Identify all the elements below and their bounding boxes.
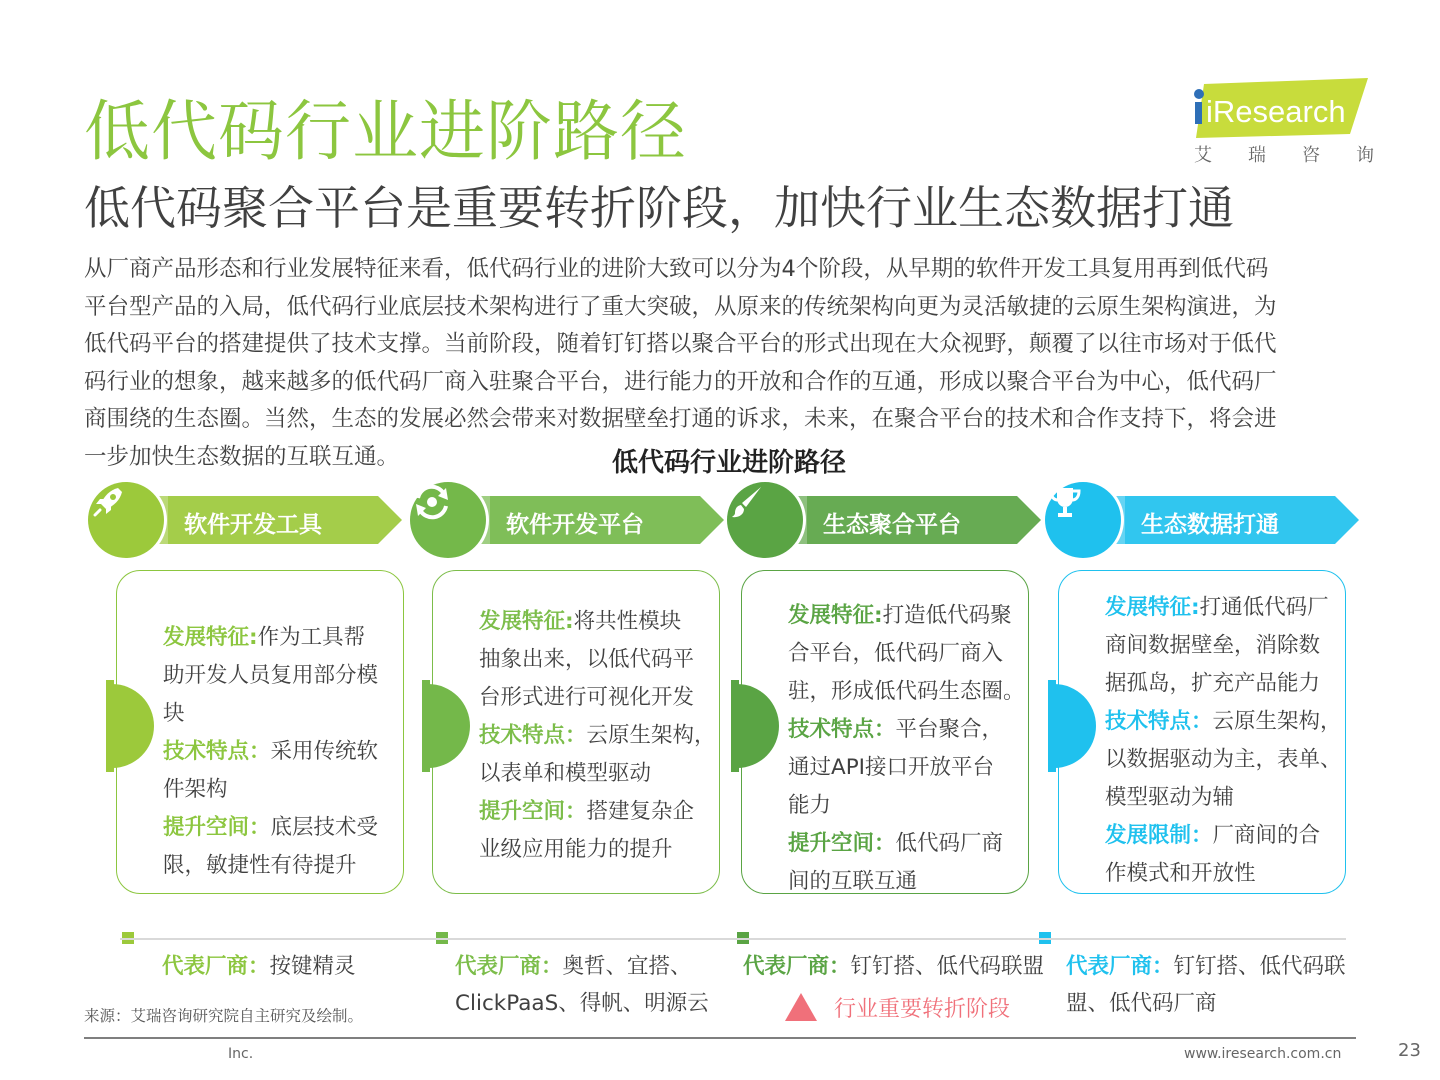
card-line bbox=[479, 755, 716, 793]
footer-divider bbox=[84, 1037, 1356, 1039]
stage-label: 生态数据打通 bbox=[1141, 512, 1279, 538]
card-line bbox=[788, 597, 1025, 635]
intro-line: 从厂商产品形态和行业发展特征来看，低代码行业的进阶大致可以分为4个阶段，从早期的软件开发工具复用再到低代码 bbox=[84, 256, 1269, 282]
stage-label: 软件开发工具 bbox=[184, 512, 322, 538]
logo-brand-text: iResearch bbox=[1206, 94, 1346, 129]
stage-card-2 bbox=[432, 570, 720, 894]
brush-icon bbox=[727, 482, 803, 558]
intro-line: 平台型产品的入局，低代码行业底层技术架构进行了重大突破，从原来的传统架构向更为灵活敏捷的云原生架构演进，为 bbox=[84, 293, 1277, 320]
card-text: 底层技术受 bbox=[270, 815, 379, 840]
vendor-name: 钉钉搭、低代码联 bbox=[1173, 954, 1346, 979]
card-keyword: 发展限制： bbox=[1105, 823, 1213, 848]
vendor-line bbox=[455, 948, 709, 985]
warning-triangle-icon bbox=[784, 992, 818, 1022]
card-keyword: 发展特征: bbox=[788, 603, 883, 628]
card-text: 间的互联互通 bbox=[788, 869, 918, 894]
rocket-icon bbox=[88, 482, 164, 558]
stage-card-text bbox=[479, 603, 716, 869]
page-number: 23 bbox=[1398, 1040, 1421, 1061]
card-text: 作为工具帮 bbox=[257, 625, 366, 650]
page-subtitle: 低代码聚合平台是重要转折阶段，加快行业生态数据打通 bbox=[84, 181, 1234, 235]
card-text: 云原生架构， bbox=[586, 723, 716, 748]
card-text: 以表单和模型驱动 bbox=[479, 761, 652, 786]
trophy-icon bbox=[1045, 482, 1121, 558]
stage-card-1 bbox=[116, 570, 404, 894]
card-line bbox=[479, 831, 716, 869]
card-keyword: 提升空间： bbox=[479, 799, 587, 824]
footer-url: www.iresearch.com.cn bbox=[1184, 1046, 1342, 1062]
card-text: 商间数据壁垒，消除数 bbox=[1105, 633, 1321, 658]
vendor-label: 代表厂商： bbox=[1066, 954, 1174, 979]
card-line bbox=[1105, 741, 1342, 779]
card-text: 模型驱动为辅 bbox=[1105, 785, 1235, 810]
card-text: 能力 bbox=[788, 793, 832, 818]
card-text: 限，敏捷性有待提升 bbox=[163, 853, 357, 878]
card-text: 将共性模块 bbox=[573, 609, 682, 634]
vendor-line bbox=[1066, 985, 1346, 1022]
card-text: 业级应用能力的提升 bbox=[479, 837, 673, 862]
vendor-name: 钉钉搭、低代码联盟 bbox=[850, 954, 1045, 979]
vendor-list bbox=[162, 948, 356, 985]
card-keyword: 技术特点： bbox=[163, 739, 271, 764]
card-text: 以数据驱动为主，表单、 bbox=[1105, 747, 1342, 772]
stage-header-3 bbox=[727, 482, 1057, 558]
card-keyword: 技术特点： bbox=[788, 717, 896, 742]
card-keyword: 提升空间： bbox=[788, 831, 896, 856]
card-keyword: 技术特点： bbox=[1105, 709, 1213, 734]
vendor-label: 代表厂商： bbox=[743, 954, 851, 979]
card-line bbox=[1105, 779, 1342, 817]
card-line bbox=[788, 749, 1025, 787]
card-text: 抽象出来，以低代码平 bbox=[479, 647, 695, 672]
vendor-line bbox=[455, 985, 709, 1022]
stage-card-3 bbox=[741, 570, 1029, 894]
stage-card-text bbox=[163, 619, 378, 885]
card-line bbox=[163, 695, 378, 733]
card-line bbox=[1105, 627, 1342, 665]
intro-line: 一步加快生态数据的互联互通。 bbox=[84, 443, 400, 470]
card-text: 合平台，低代码厂商入 bbox=[788, 641, 1004, 666]
source-note: 来源：艾瑞咨询研究院自主研究及绘制。 bbox=[84, 1007, 364, 1025]
card-text: 件架构 bbox=[163, 777, 228, 802]
card-keyword: 发展特征: bbox=[1105, 595, 1200, 620]
card-line bbox=[163, 809, 378, 847]
stage-card-4 bbox=[1058, 570, 1346, 894]
stage-header-1 bbox=[88, 482, 418, 558]
card-text: 厂商间的合 bbox=[1212, 823, 1321, 848]
card-keyword: 提升空间： bbox=[163, 815, 271, 840]
vendor-list bbox=[743, 948, 1044, 985]
card-line bbox=[479, 679, 716, 717]
card-line bbox=[163, 619, 378, 657]
vendor-list bbox=[1066, 948, 1346, 1022]
card-line bbox=[788, 825, 1025, 863]
card-text: 采用传统软 bbox=[270, 739, 379, 764]
card-text: 低代码厂商 bbox=[895, 831, 1004, 856]
page-title: 低代码行业进阶路径 bbox=[84, 93, 687, 170]
card-text: 打通低代码厂 bbox=[1199, 595, 1329, 620]
card-line bbox=[479, 641, 716, 679]
timeline-line bbox=[120, 938, 1346, 940]
card-line bbox=[788, 787, 1025, 825]
card-text: 驻，形成低代码生态圈。 bbox=[788, 679, 1025, 704]
vendor-line bbox=[162, 948, 356, 985]
card-line bbox=[1105, 855, 1342, 893]
card-text: 助开发人员复用部分模 bbox=[163, 663, 379, 688]
cycle-icon bbox=[410, 482, 486, 558]
footer-left-text: Inc. bbox=[228, 1046, 254, 1062]
card-keyword: 发展特征: bbox=[163, 625, 258, 650]
card-line bbox=[479, 717, 716, 755]
intro-line: 码行业的想象，越来越多的低代码厂商入驻聚合平台，进行能力的开放和合作的互通，形成以聚合平台为中心，低代码厂 bbox=[84, 368, 1277, 395]
stage-card-text bbox=[1105, 589, 1342, 893]
diagram-title: 低代码行业进阶路径 bbox=[612, 448, 847, 478]
card-text: 云原生架构， bbox=[1212, 709, 1342, 734]
card-text: 台形式进行可视化开发 bbox=[479, 685, 695, 710]
card-text: 据孤岛，扩充产品能力 bbox=[1105, 671, 1321, 696]
vendor-label: 代表厂商： bbox=[162, 954, 270, 979]
stage-card-text bbox=[788, 597, 1025, 901]
stage-header-2 bbox=[410, 482, 740, 558]
stage-label: 生态聚合平台 bbox=[823, 512, 961, 538]
turning-point-label: 行业重要转折阶段 bbox=[834, 997, 1011, 1022]
card-text: 块 bbox=[163, 701, 185, 726]
card-text: 作模式和开放性 bbox=[1105, 861, 1256, 886]
card-line bbox=[1105, 589, 1342, 627]
card-text: 搭建复杂企 bbox=[586, 799, 695, 824]
vendor-name: 按键精灵 bbox=[269, 954, 356, 979]
card-line bbox=[1105, 817, 1342, 855]
card-line bbox=[1105, 665, 1342, 703]
intro-line: 低代码平台的搭建提供了技术支撑。当前阶段，随着钉钉搭以聚合平台的形式出现在大众视野，颠覆了以往市场对于低代 bbox=[84, 331, 1277, 358]
card-text: 通过API接口开放平台 bbox=[788, 755, 995, 780]
vendor-line bbox=[1066, 948, 1346, 985]
vendor-name: 奥哲、宜搭、 bbox=[562, 954, 692, 979]
card-line bbox=[479, 603, 716, 641]
card-text: 打造低代码聚 bbox=[882, 603, 1012, 628]
card-text: 平台聚合， bbox=[895, 717, 1004, 742]
vendor-label: 代表厂商： bbox=[455, 954, 563, 979]
card-line bbox=[163, 771, 378, 809]
card-keyword: 技术特点： bbox=[479, 723, 587, 748]
vendor-name: 盟、低代码厂商 bbox=[1066, 991, 1217, 1016]
vendor-list bbox=[455, 948, 709, 1022]
card-line bbox=[788, 711, 1025, 749]
card-line bbox=[788, 673, 1025, 711]
card-line bbox=[163, 847, 378, 885]
card-line bbox=[788, 635, 1025, 673]
card-line bbox=[788, 863, 1025, 901]
card-keyword: 发展特征: bbox=[479, 609, 574, 634]
stage-label: 软件开发平台 bbox=[506, 512, 644, 538]
intro-line: 商围绕的生态圈。当然，生态的发展必然会带来对数据壁垒打通的诉求，未来，在聚合平台的技术和合作支持下，将会进 bbox=[84, 406, 1277, 433]
vendor-name: ClickPaaS、得帆、明源云 bbox=[455, 991, 709, 1016]
card-line bbox=[1105, 703, 1342, 741]
card-line bbox=[163, 733, 378, 771]
card-line bbox=[163, 657, 378, 695]
card-line bbox=[479, 793, 716, 831]
stage-header-4 bbox=[1045, 482, 1375, 558]
logo-subtitle: 艾瑞咨询 bbox=[1194, 145, 1410, 166]
vendor-line bbox=[743, 948, 1044, 985]
